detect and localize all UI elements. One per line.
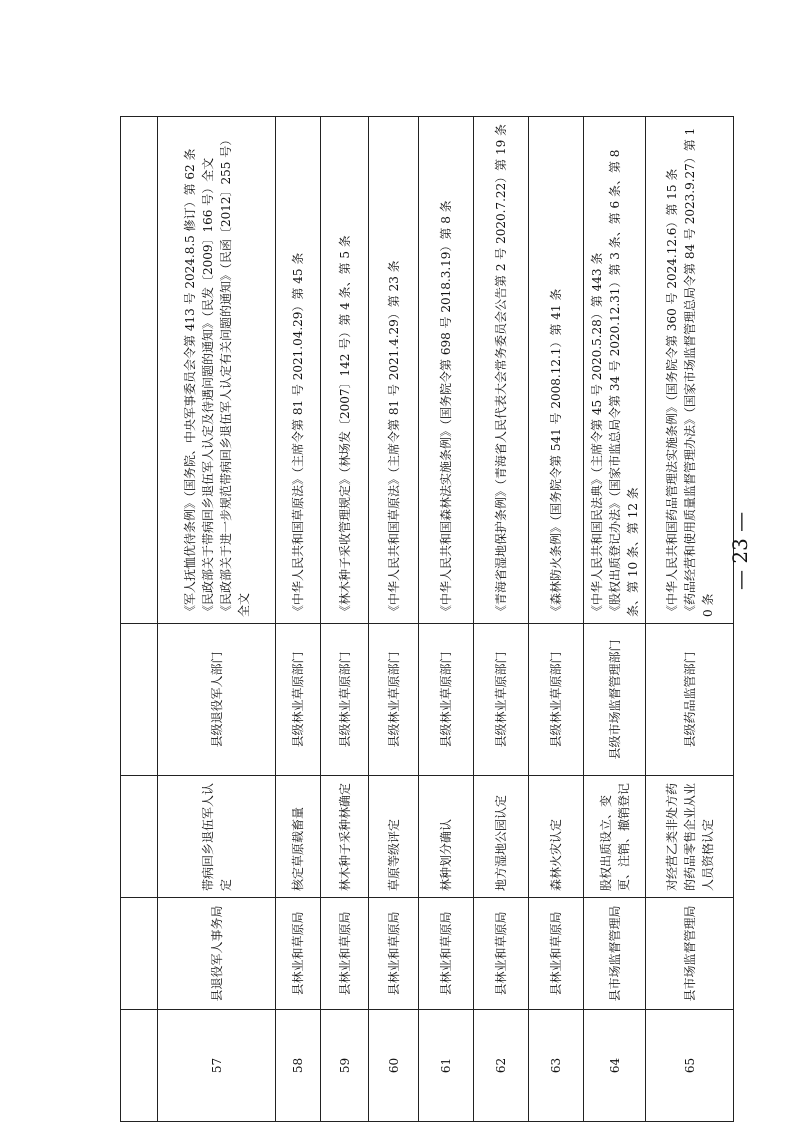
department: 县级林业草原部门 xyxy=(276,624,321,776)
legal-basis xyxy=(276,117,321,624)
legal-basis xyxy=(321,117,369,624)
basis-line: 《中华人民共和国草原法》（主席令第 81 号 2021.04.29）第 45 条 xyxy=(291,252,305,617)
department: 县级林业草原部门 xyxy=(474,624,529,776)
table-row xyxy=(158,117,276,1122)
item-name: 林种划分确认 xyxy=(419,776,474,898)
row-number: 60 xyxy=(369,1010,419,1122)
basis-line: 《民政部关于带病回乡退伍军人认定及待遇问题的通知》（民发〔2009〕166 号）全文 xyxy=(200,157,215,617)
legal-basis xyxy=(369,117,419,624)
table-row xyxy=(321,117,369,1122)
table-row xyxy=(474,117,529,1122)
row-number: 61 xyxy=(419,1010,474,1122)
row-number: 63 xyxy=(529,1010,584,1122)
office-name: 县林业和草原局 xyxy=(276,898,321,1010)
basis-line: 《林木种子采收管理规定》（林场发〔2007〕142 号）第 4 条、第 5 条 xyxy=(337,235,352,617)
legal-basis xyxy=(158,117,276,624)
basis-line: 《股权出质登记办法》（国家市监总局令第 34 号 2020.12.31）第 3 条、第 6 条、第 8 条、第 10 条、第 12 条 xyxy=(607,149,640,617)
basis-line: 《青海省湿地保护条例》（青海省人民代表大会常务委员会公告第 2 号 2020.7.22）第 19 条 xyxy=(494,123,508,617)
basis-line: 《药品经营和使用质量监督管理办法》（国家市场监督管理总局令第 84 号 2023.9.27）第 10 条 xyxy=(682,127,715,617)
legal-basis xyxy=(474,117,529,624)
department: 县级林业草原部门 xyxy=(321,624,369,776)
item-name: 地方湿地公园认定 xyxy=(474,776,529,898)
department: 县级退役军人部门 xyxy=(158,624,276,776)
basis-line: 《民政部关于进一步规范带病回乡退伍军人认定有关问题的通知》（民函〔2012〕255 号）全文 xyxy=(218,133,251,617)
item-name: 森林火灾认定 xyxy=(529,776,584,898)
legal-basis xyxy=(584,117,646,624)
table-row xyxy=(276,117,321,1122)
row-number: 57 xyxy=(158,1010,276,1122)
basis-line: 《中华人民共和国药品管理法实施条例》（国务院令第 360 号 2024.12.6）第 15 条 xyxy=(664,168,679,617)
department: 县级药品监管部门 xyxy=(646,624,734,776)
office-name: 县林业和草原局 xyxy=(321,898,369,1010)
row-number: 64 xyxy=(584,1010,646,1122)
row-number: 59 xyxy=(321,1010,369,1122)
table-row xyxy=(369,117,419,1122)
matters-table xyxy=(120,116,734,1122)
office-name: 县退役军人事务局 xyxy=(158,898,276,1010)
item-name: 核定草原载畜量 xyxy=(276,776,321,898)
item-name: 股权出质设立、变更、注销、撤销登记 xyxy=(584,776,646,898)
row-number: 58 xyxy=(276,1010,321,1122)
table-row xyxy=(419,117,474,1122)
office-name: 县市场监督管理局 xyxy=(646,898,734,1010)
legal-basis xyxy=(646,117,734,624)
office-name: 县市场监督管理局 xyxy=(584,898,646,1010)
department: 县级林业草原部门 xyxy=(529,624,584,776)
department: 县级市场监督管理部门 xyxy=(584,624,646,776)
office-name: 县林业和草原局 xyxy=(474,898,529,1010)
rotated-table-container xyxy=(120,117,715,1122)
row-number: 62 xyxy=(474,1010,529,1122)
table-row xyxy=(646,117,734,1122)
item-name: 草原等级评定 xyxy=(369,776,419,898)
basis-line: 《中华人民共和国民法典》（主席令第 45 号 2020.5.28）第 443 条 xyxy=(589,252,604,617)
basis-line: 《军人抚恤优待条例》（国务院、中央军事委员会令第 413 号 2024.8.5 修订）第 62 条 xyxy=(182,148,197,617)
item-name: 带病回乡退伍军人认定 xyxy=(158,776,276,898)
table-row xyxy=(529,117,584,1122)
department: 县级林业草原部门 xyxy=(419,624,474,776)
office-name: 县林业和草原局 xyxy=(529,898,584,1010)
basis-line: 《森林防火条例》（国务院令第 541 号 2008.12.1）第 41 条 xyxy=(549,288,563,617)
item-name: 对经营乙类非处方药的药品零售企业从业人员资格认定 xyxy=(646,776,734,898)
page-number: — 23 — xyxy=(728,511,752,590)
basis-line: 《中华人民共和国草原法》（主席令第 81 号 2021.4.29）第 23 条 xyxy=(386,260,401,617)
legal-basis xyxy=(529,117,584,624)
table-header-remnant-row xyxy=(121,117,158,1122)
office-name: 县林业和草原局 xyxy=(419,898,474,1010)
legal-basis xyxy=(419,117,474,624)
table-row xyxy=(584,117,646,1122)
basis-line: 《中华人民共和国森林法实施条例》（国务院令第 698 号 2018.3.19）第 8 条 xyxy=(439,200,453,617)
item-name: 林木种子采种林确定 xyxy=(321,776,369,898)
row-number: 65 xyxy=(646,1010,734,1122)
office-name: 县林业和草原局 xyxy=(369,898,419,1010)
department: 县级林业草原部门 xyxy=(369,624,419,776)
